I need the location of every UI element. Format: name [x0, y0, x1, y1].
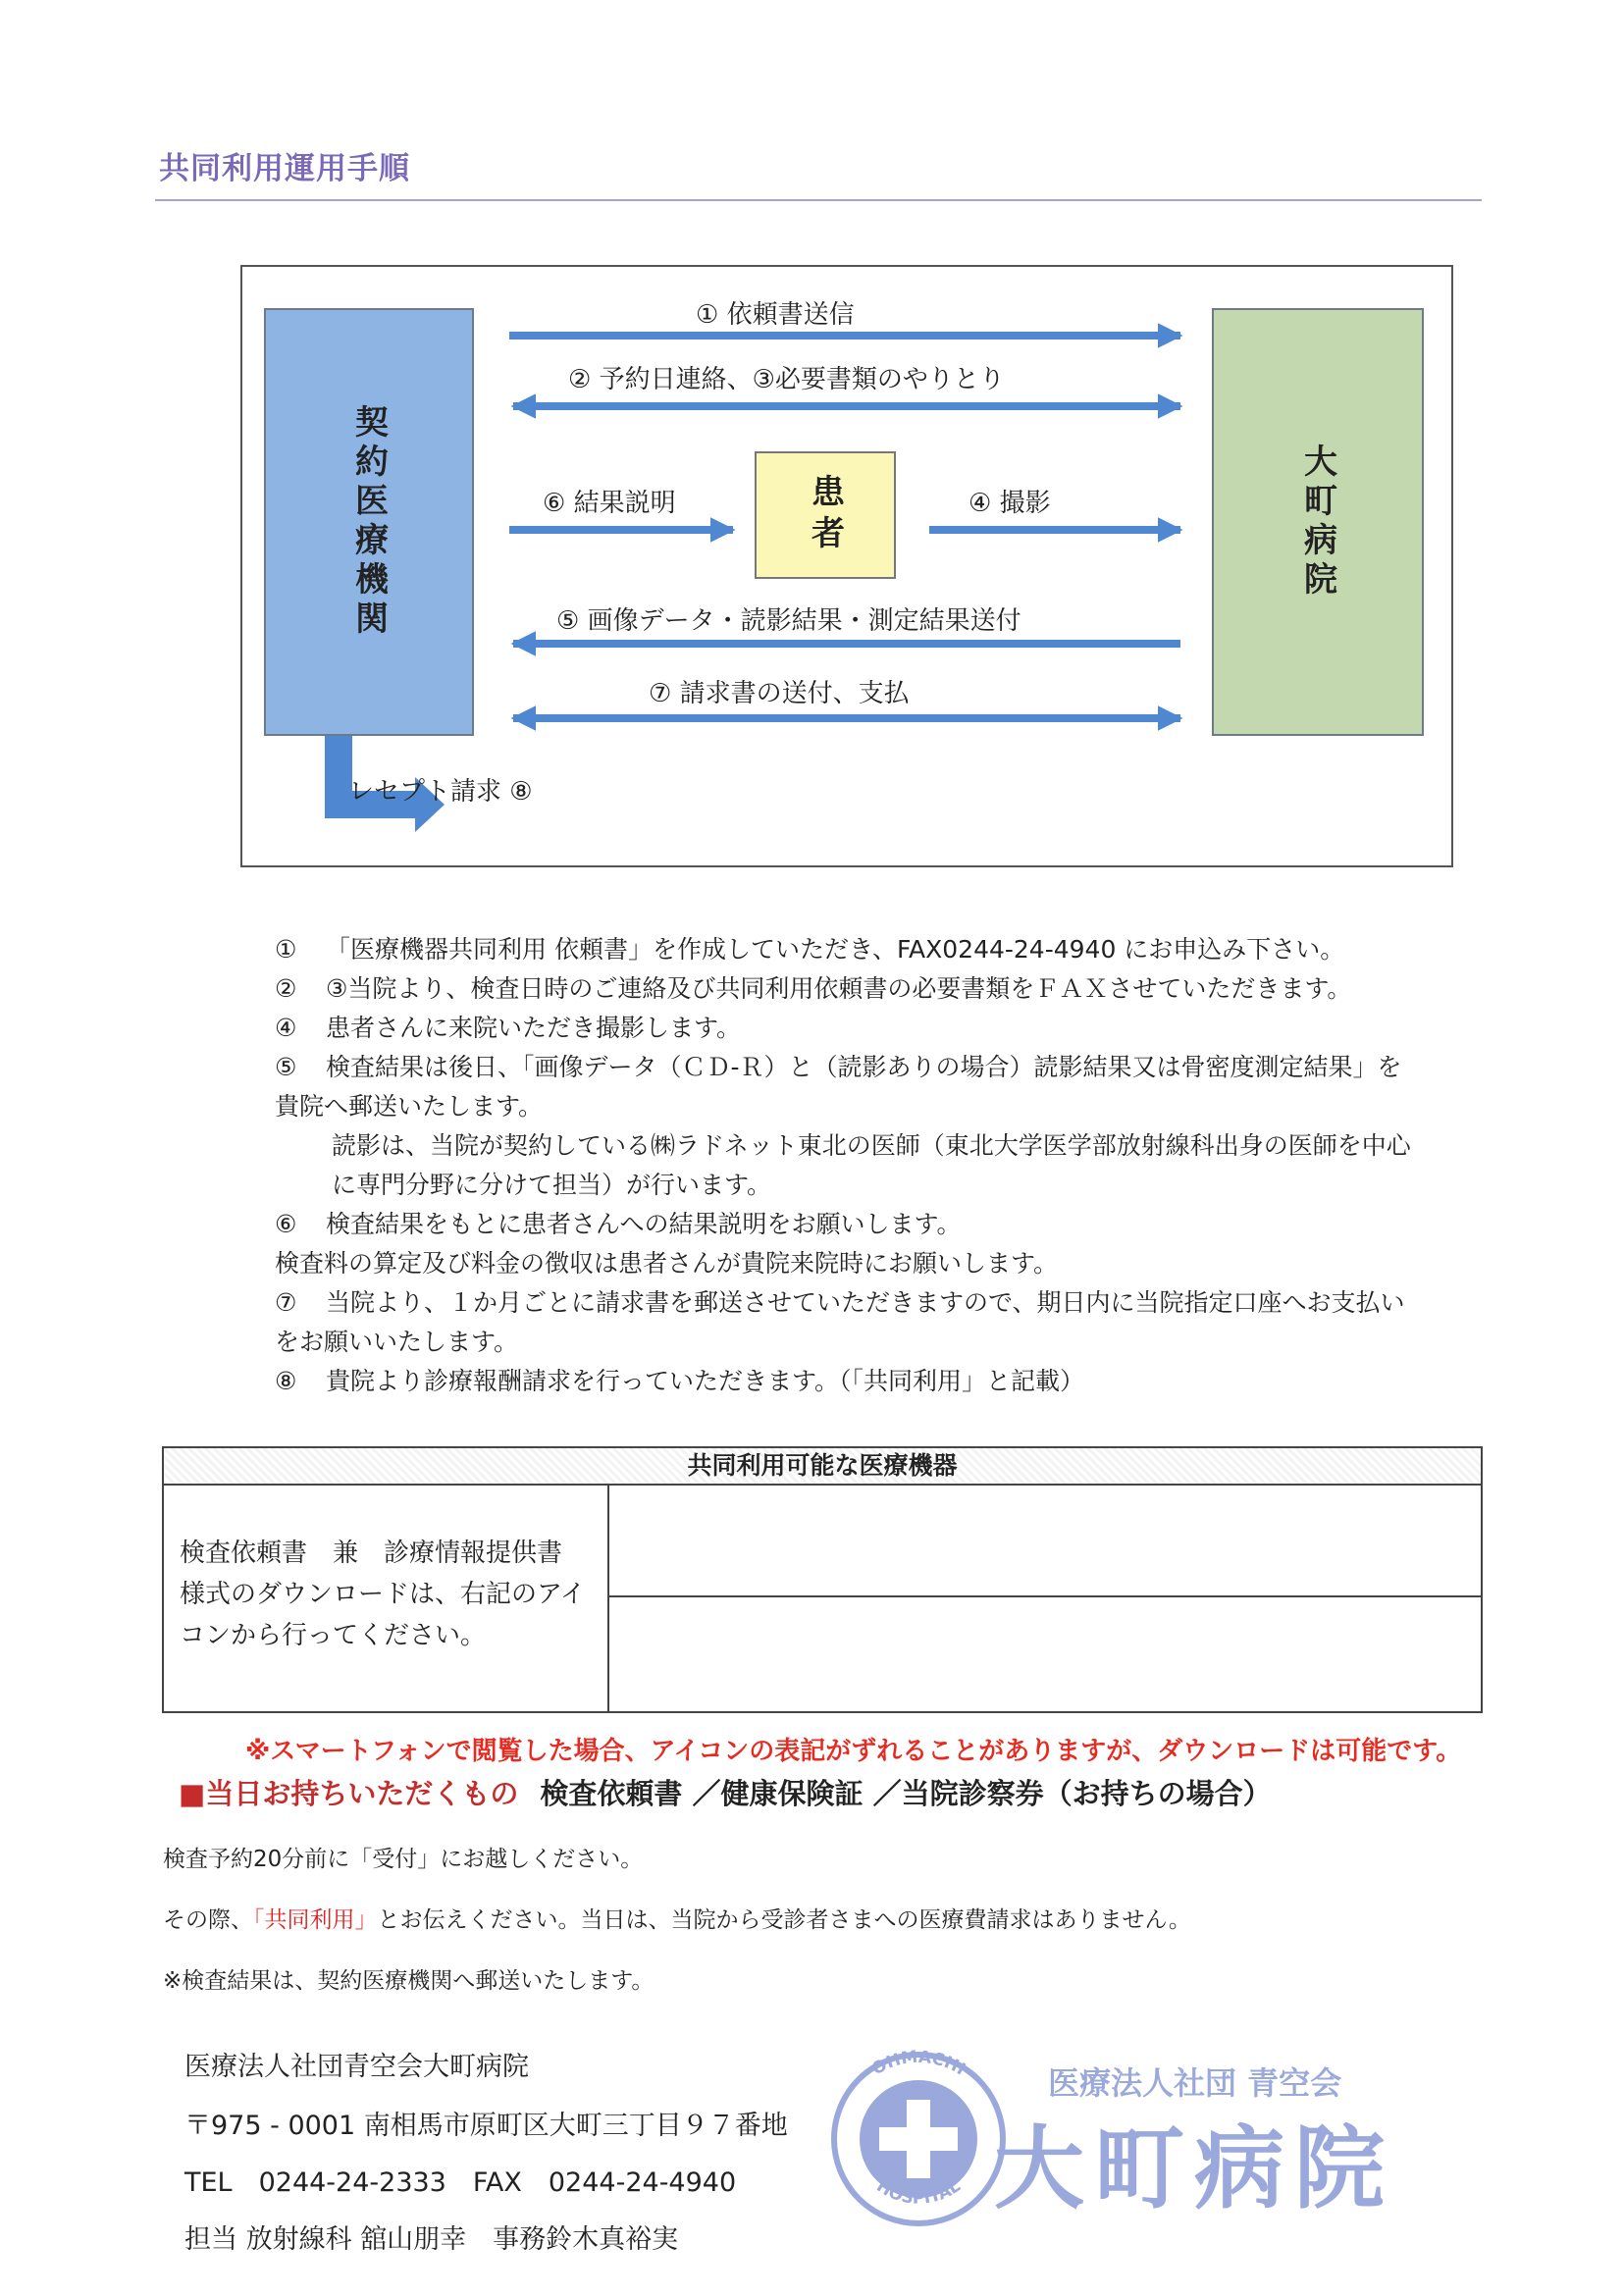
step-number: ⑧ [275, 1367, 297, 1395]
procedure-steps [275, 930, 1501, 1401]
title-divider [155, 199, 1482, 201]
arrow-label-8: レセプト請求 ⑧ [348, 777, 533, 807]
step-text: 貴院より診療報酬請求を行っていただきます。（「共同利用」と記載） [326, 1367, 1085, 1395]
note-reception [163, 1902, 1191, 1934]
hospital-contact: 担当 放射線科 舘山朋幸 事務鈴木真裕実 [184, 2224, 679, 2255]
download-icon-cell-1[interactable] [609, 1486, 1481, 1597]
step-7 [275, 1283, 1501, 1323]
smartphone-notice: ※スマートフォンで閲覧した場合、アイコンの表記がずれることがありますが、ダウンロードは可能です。 [245, 1737, 1462, 1766]
step-text: ③当院より、検査日時のご連絡及び共同利用依頼書の必要書類をＦＡＸさせていただきます。 [326, 974, 1352, 1003]
step-text: 検査結果をもとに患者さんへの結果説明をお願いします。 [326, 1210, 962, 1238]
hospital-name: 医療法人社団青空会大町病院 [184, 2052, 529, 2082]
step-text: 患者さんに来院いただき撮影します。 [326, 1014, 742, 1042]
arrow-label-5: ⑤ 画像データ・読影結果・測定結果送付 [556, 606, 1021, 636]
step-text-cont: 貴院へ郵送いたします。 [275, 1092, 544, 1121]
step-text: 「医療機器共同利用 依頼書」を作成していただき、FAX0244-24-4940 にお申込み下さい。 [326, 935, 1345, 964]
equipment-table-header: 共同利用可能な医療機器 [164, 1448, 1481, 1486]
flow-diagram [240, 265, 1453, 867]
note-arrival: 検査予約20分前に「受付」にお越しください。 [163, 1847, 644, 1872]
arrow-label-4: ④ 撮影 [969, 489, 1051, 518]
arrow-label-2: ② 予約日連絡、③必要書類のやりとり [568, 365, 1005, 394]
download-icon-cell-2[interactable] [609, 1597, 1481, 1711]
step-number: ① [275, 935, 297, 964]
hospital-logo [822, 2043, 1450, 2229]
step-number: ⑦ [275, 1288, 297, 1317]
page-title: 共同利用運用手順 [159, 151, 410, 186]
items-to-bring [179, 1772, 1272, 1812]
note-results: ※検査結果は、契約医療機関へ郵送いたします。 [163, 1968, 654, 1994]
square-bullet-icon: ■ [179, 1777, 206, 1810]
equipment-table [162, 1446, 1483, 1713]
arrow-label-7: ⑦ 請求書の送付、支払 [649, 679, 910, 708]
logo-hospital-name: 大町病院 [994, 2115, 1395, 2221]
patient-label: 患者 [805, 474, 845, 556]
contract-institution-label: 契約医療機関 [348, 404, 389, 640]
step-text-cont: をお願いいたします。 [275, 1328, 519, 1356]
note-reception-post: とお伝えください。当日は、当院から受診者さまへの医療費請求はありません。 [377, 1907, 1191, 1933]
step-5 [275, 1048, 1501, 1087]
arrow-label-6: ⑥ 結果説明 [543, 489, 676, 518]
step-2 [275, 969, 1501, 1009]
step-text-cont: 読影は、当院が契約している㈱ラドネット東北の医師（東北大学医学部放射線科出身の医師を中心 [332, 1131, 1411, 1160]
step-number: ④ [275, 1014, 297, 1042]
omachi-hospital-label: 大町病院 [1297, 444, 1337, 600]
logo-ring-top: OHMACHI [868, 2047, 969, 2080]
download-instructions [164, 1486, 609, 1713]
note-reception-keyword: 「共同利用」 [253, 1907, 378, 1933]
step-number: ② [275, 974, 297, 1003]
step-6 [275, 1205, 1501, 1244]
logo-ring-bottom: HOSPITAL [872, 2176, 965, 2209]
note-reception-pre: その際、 [163, 1907, 253, 1933]
download-text-line: コンから行ってください。 [180, 1621, 487, 1650]
hospital-address: 〒975 - 0001 南相馬市原町区大町三丁目９７番地 [184, 2111, 788, 2141]
step-1 [275, 930, 1501, 969]
step-text: 当院より、１か月ごとに請求書を郵送させていただきますので、期日内に当院指定口座へお支払い [326, 1288, 1405, 1317]
download-text-line: 検査依頼書 兼 診療情報提供書 [180, 1539, 563, 1568]
arrow-label-1: ① 依頼書送信 [696, 300, 855, 330]
step-number: ⑥ [275, 1210, 297, 1238]
hospital-phone-fax: TEL 0244-24-2333 FAX 0244-24-4940 [184, 2167, 737, 2198]
step-8 [275, 1362, 1501, 1401]
items-to-bring-list: 検査依頼書 ／健康保険証 ／当院診察券（お持ちの場合） [540, 1777, 1272, 1810]
items-to-bring-label: 当日お持ちいただくもの [205, 1777, 519, 1810]
step-text: 検査結果は後日、「画像データ（ＣＤ-Ｒ）と（読影ありの場合）読影結果又は骨密度測定結果」を [326, 1053, 1402, 1081]
step-4 [275, 1009, 1501, 1048]
step-number: ⑤ [275, 1053, 297, 1081]
step-text-cont: 検査料の算定及び料金の徴収は患者さんが貴院来院時にお願いします。 [275, 1249, 1059, 1278]
logo-org-name: 医療法人社団 青空会 [1048, 2064, 1342, 2102]
download-text-line: 様式のダウンロードは、右記のアイ [180, 1580, 586, 1609]
step-text-cont: に専門分野に分けて担当）が行います。 [332, 1171, 772, 1199]
